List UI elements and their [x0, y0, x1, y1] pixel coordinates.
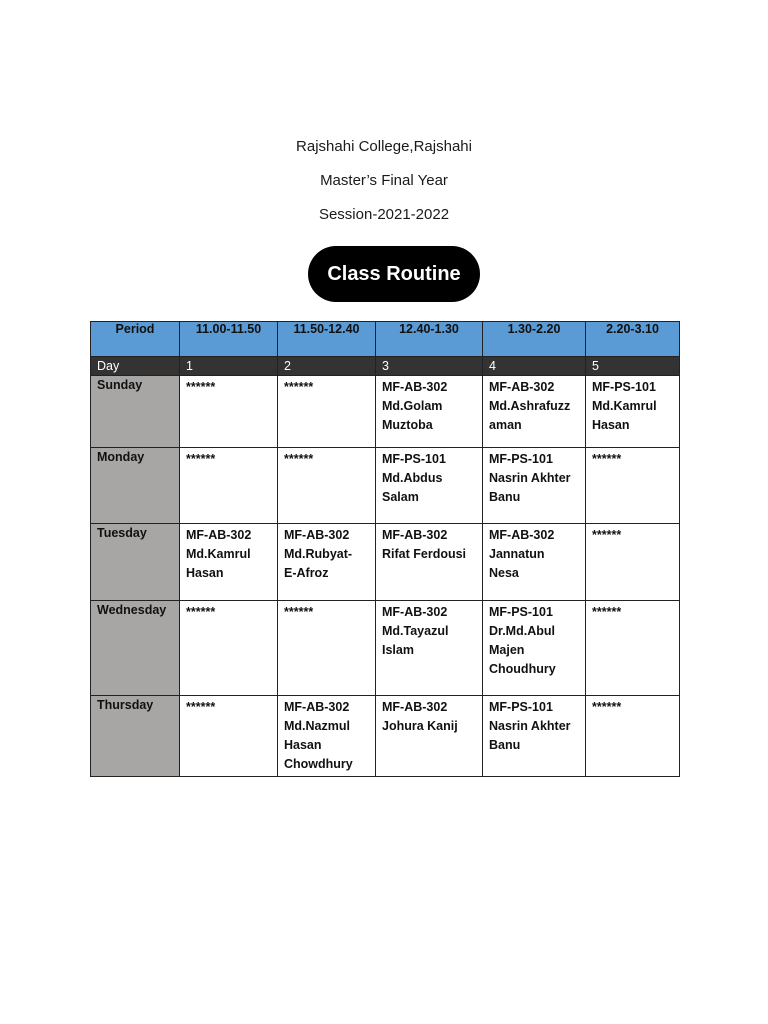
- period-number-4: 4: [483, 357, 586, 376]
- cell-line: ******: [186, 605, 216, 619]
- routine-cell: [376, 376, 483, 448]
- cell-line: Nesa: [489, 566, 519, 580]
- routine-cell: [376, 696, 483, 777]
- routine-table: [90, 321, 680, 777]
- cell-line: E-Afroz: [284, 566, 329, 580]
- cell-line: MF-AB-302: [489, 528, 555, 542]
- session-label: Session-2021-2022: [318, 206, 450, 223]
- cell-line: Nasrin Akhter: [489, 719, 571, 733]
- cell-line: Md.Tayazul: [382, 624, 449, 638]
- routine-cell: [278, 448, 376, 524]
- routine-cell: [376, 448, 483, 524]
- program-year: Master’s Final Year: [320, 172, 448, 189]
- period-number-3: 3: [376, 357, 483, 376]
- time-slot-5: 2.20-3.10: [586, 322, 680, 357]
- routine-cell: [586, 376, 680, 448]
- routine-cell: [483, 601, 586, 696]
- time-slot-3: 12.40-1.30: [376, 322, 483, 357]
- routine-cell: [278, 524, 376, 601]
- routine-cell: [483, 524, 586, 601]
- cell-line: Rifat Ferdousi: [382, 547, 467, 561]
- class-routine-badge: Class Routine: [308, 246, 480, 302]
- cell-line: Md.Ashrafuzz: [489, 399, 571, 413]
- cell-line: Majen: [489, 643, 525, 657]
- cell-line: ******: [284, 605, 314, 619]
- cell-line: ******: [186, 452, 216, 466]
- cell-line: Md.Abdus: [382, 471, 443, 485]
- day-name-cell: Wednesday: [91, 601, 180, 696]
- time-slot-2: 11.50-12.40: [278, 322, 376, 357]
- day-name-cell: Tuesday: [91, 524, 180, 601]
- cell-line: aman: [489, 418, 522, 432]
- day-name-cell: Thursday: [91, 696, 180, 777]
- routine-cell: [180, 696, 278, 777]
- cell-line: Dr.Md.Abul: [489, 624, 555, 638]
- cell-line: ******: [592, 605, 622, 619]
- cell-line: MF-AB-302: [186, 528, 252, 542]
- cell-line: Md.Kamrul: [592, 399, 657, 413]
- cell-line: ******: [592, 528, 622, 542]
- period-header-row: [91, 322, 680, 357]
- cell-line: MF-AB-302: [284, 528, 350, 542]
- cell-line: MF-AB-302: [382, 528, 448, 542]
- cell-line: Banu: [489, 738, 521, 752]
- cell-line: MF-PS-101: [489, 605, 553, 619]
- routine-cell: [483, 696, 586, 777]
- cell-line: Chowdhury: [284, 757, 353, 771]
- routine-cell: [278, 696, 376, 777]
- cell-line: Choudhury: [489, 662, 556, 676]
- routine-cell: [586, 696, 680, 777]
- cell-line: MF-AB-302: [382, 605, 448, 619]
- cell-line: ******: [592, 452, 622, 466]
- table-row: [91, 601, 680, 696]
- period-number-1: 1: [180, 357, 278, 376]
- cell-line: ******: [284, 380, 314, 394]
- routine-cell: [180, 601, 278, 696]
- cell-line: Hasan: [592, 418, 630, 432]
- cell-line: ******: [284, 452, 314, 466]
- time-slot-1: 11.00-11.50: [180, 322, 278, 357]
- routine-cell: [180, 524, 278, 601]
- cell-line: Md.Nazmul: [284, 719, 350, 733]
- cell-line: Hasan: [284, 738, 322, 752]
- cell-line: MF-AB-302: [382, 380, 448, 394]
- period-number-5: 5: [586, 357, 680, 376]
- cell-line: Md.Golam: [382, 399, 443, 413]
- routine-cell: [278, 376, 376, 448]
- cell-line: Nasrin Akhter: [489, 471, 571, 485]
- day-label: Day: [91, 357, 180, 376]
- cell-line: MF-AB-302: [382, 700, 448, 714]
- cell-line: Md.Kamrul: [186, 547, 251, 561]
- routine-cell: [586, 524, 680, 601]
- cell-line: Hasan: [186, 566, 224, 580]
- routine-cell: [586, 601, 680, 696]
- cell-line: MF-PS-101: [489, 452, 553, 466]
- cell-line: MF-AB-302: [489, 380, 555, 394]
- table-row: [91, 376, 680, 448]
- cell-line: Islam: [382, 643, 414, 657]
- cell-line: Jannatun: [489, 547, 545, 561]
- period-number-2: 2: [278, 357, 376, 376]
- cell-line: Johura Kanij: [382, 719, 458, 733]
- day-name-cell: Monday: [91, 448, 180, 524]
- routine-cell: [586, 448, 680, 524]
- routine-cell: [376, 524, 483, 601]
- routine-cell: [180, 448, 278, 524]
- cell-line: MF-PS-101: [382, 452, 446, 466]
- period-label: Period: [91, 322, 180, 357]
- routine-cell: [180, 376, 278, 448]
- cell-line: ******: [592, 700, 622, 714]
- cell-line: Md.Rubyat-: [284, 547, 353, 561]
- day-number-row: [91, 357, 680, 376]
- table-row: [91, 696, 680, 777]
- routine-cell: [483, 448, 586, 524]
- cell-line: MF-AB-302: [284, 700, 350, 714]
- cell-line: Salam: [382, 490, 419, 504]
- routine-cell: [483, 376, 586, 448]
- cell-line: ******: [186, 700, 216, 714]
- cell-line: MF-PS-101: [592, 380, 656, 394]
- time-slot-4: 1.30-2.20: [483, 322, 586, 357]
- cell-line: Muztoba: [382, 418, 433, 432]
- cell-line: ******: [186, 380, 216, 394]
- table-row: [91, 524, 680, 601]
- routine-cell: [376, 601, 483, 696]
- table-row: [91, 448, 680, 524]
- cell-line: MF-PS-101: [489, 700, 553, 714]
- day-name-cell: Sunday: [91, 376, 180, 448]
- routine-cell: [278, 601, 376, 696]
- college-name: Rajshahi College,Rajshahi: [296, 138, 472, 155]
- cell-line: Banu: [489, 490, 521, 504]
